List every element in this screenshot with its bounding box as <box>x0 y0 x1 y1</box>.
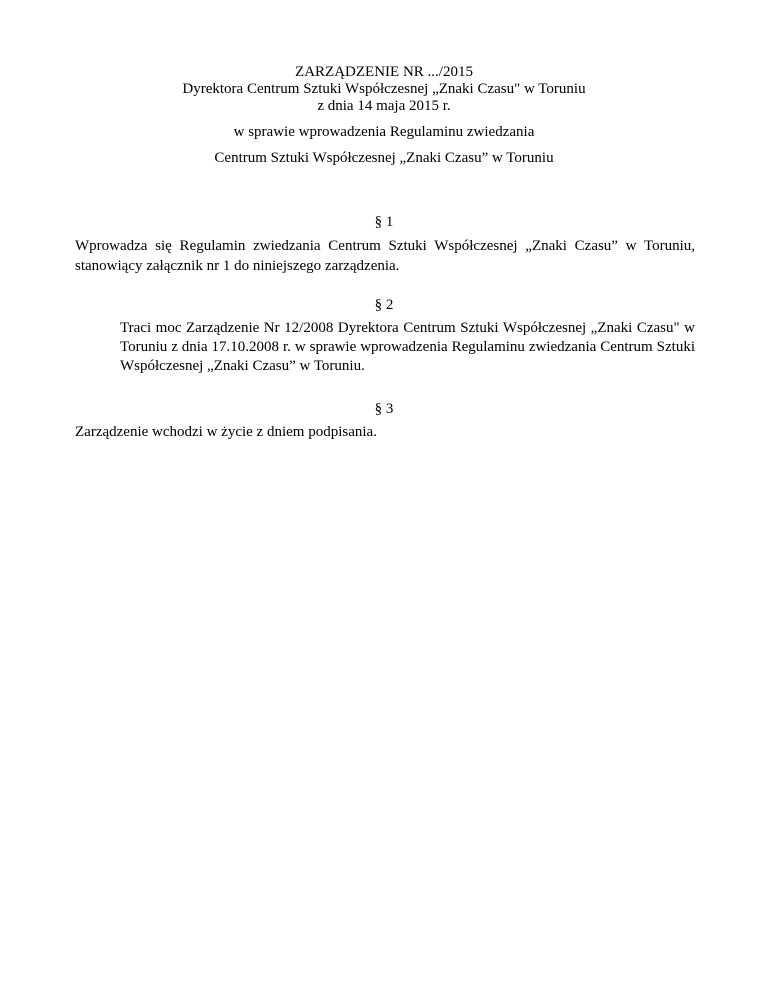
section-mark-3: § 3 <box>374 401 394 417</box>
document-title: ZARZĄDZENIE NR .../2015 <box>295 64 473 80</box>
document-subject-line-2: Centrum Sztuki Współczesnej „Znaki Czasu” w Toruniu <box>214 150 554 166</box>
section-mark-1: § 1 <box>374 214 394 230</box>
document-issuer: Dyrektora Centrum Sztuki Współczesnej „Znaki Czasu" w Toruniu <box>182 81 586 97</box>
document-date: z dnia 14 maja 2015 r. <box>317 98 451 114</box>
section-text-1: Wprowadza się Regulamin zwiedzania Centrum Sztuki Współczesnej „Znaki Czasu” w Toruniu, stanowiący załącznik nr 1 do niniejszego zarządzenia. <box>75 238 695 274</box>
section-mark-2: § 2 <box>374 297 394 313</box>
section-text-2: Traci moc Zarządzenie Nr 12/2008 Dyrektora Centrum Sztuki Współczesnej „Znaki Czasu" w Toruniu z dnia 17.10.2008 r. w sprawie wprowadzenia Regulaminu zwiedzania Centrum Sztuki Współczesnej „Znaki Czasu” w Toruniu. <box>120 320 695 374</box>
document-subject-line-1: w sprawie wprowadzenia Regulaminu zwiedzania <box>233 124 535 140</box>
section-text-3: Zarządzenie wchodzi w życie z dniem podpisania. <box>75 424 377 440</box>
